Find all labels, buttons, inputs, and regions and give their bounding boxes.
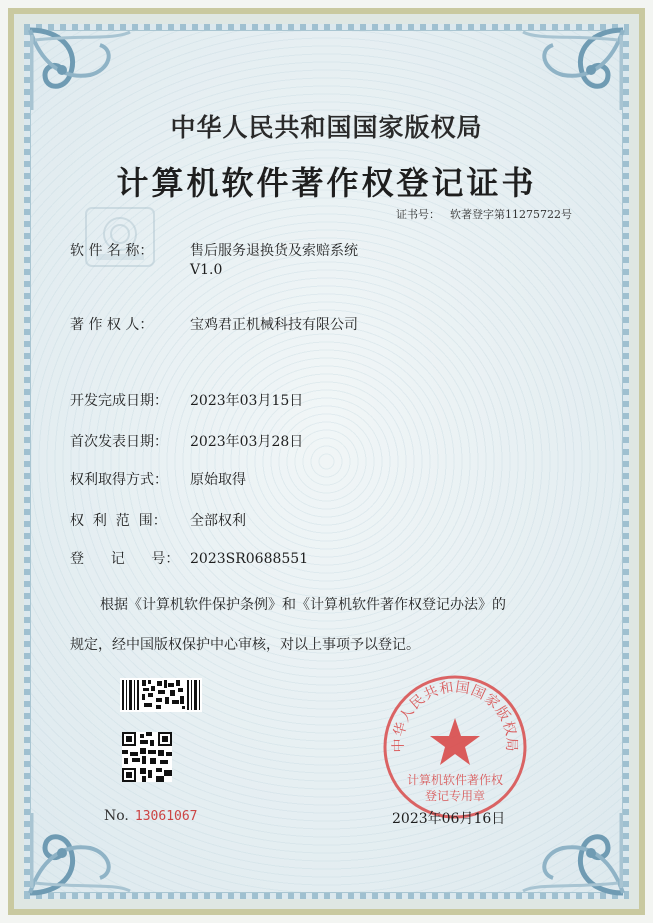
statement-line-1: 根据《计算机软件保护条例》和《计算机软件著作权登记办法》的 (100, 597, 506, 613)
serial-number-value: 13061067 (134, 809, 198, 824)
pub-date-row (70, 431, 303, 451)
software-name-value: 售后服务退换货及索赔系统 (190, 243, 358, 259)
serial-number-label: No. (104, 808, 129, 824)
owner-value: 宝鸡君正机械科技有限公司 (190, 317, 358, 333)
owner-label: 著 作 权 人： (70, 317, 154, 333)
dev-date-label: 开发完成日期： (70, 393, 168, 409)
software-name-label: 软 件 名 称： (70, 243, 154, 259)
certificate-number (0, 206, 572, 222)
dev-date-row (70, 390, 303, 410)
software-name-row (70, 240, 358, 260)
acquisition-label: 权利取得方式： (70, 472, 168, 488)
registration-label: 登 记 号： (70, 551, 180, 567)
corner-ornament-icon (513, 20, 633, 120)
serial-number (104, 808, 198, 824)
registration-row (70, 548, 308, 568)
pub-date-label: 首次发表日期： (70, 434, 168, 450)
software-version-value: V1.0 (190, 262, 223, 278)
official-seal-icon (380, 672, 530, 822)
owner-row (70, 314, 358, 334)
acquisition-row (70, 469, 246, 489)
issuer-title: 中华人民共和国国家版权局 (170, 113, 483, 142)
certificate-number-label: 证书号： (396, 208, 440, 221)
registration-value: 2023SR0688551 (190, 551, 309, 567)
scope-value: 全部权利 (190, 513, 246, 529)
seal-arc-text: 中华人民共和国国家版权局 (390, 679, 520, 753)
corner-ornament-icon (20, 20, 140, 120)
barcode-icon (120, 678, 202, 712)
seal-line-2: 登记专用章 (424, 789, 486, 803)
issue-date: 2023年06月16日 (392, 811, 506, 827)
seal-line-1: 计算机软件著作权 (406, 773, 504, 787)
statement-line-2: 规定，经中国版权保护中心审核，对以上事项予以登记。 (70, 637, 420, 653)
pub-date-value: 2023年03月28日 (190, 434, 304, 450)
certificate-title: 计算机软件著作权登记证书 (116, 164, 537, 202)
scope-label: 权 利 范 围： (70, 513, 167, 529)
acquisition-value: 原始取得 (190, 472, 246, 488)
dev-date-value: 2023年03月15日 (190, 393, 304, 409)
qr-code-icon (122, 732, 172, 782)
scope-row (70, 510, 246, 530)
corner-ornament-icon (513, 803, 633, 903)
certificate-number-value: 软著登字第11275722号 (450, 208, 572, 221)
